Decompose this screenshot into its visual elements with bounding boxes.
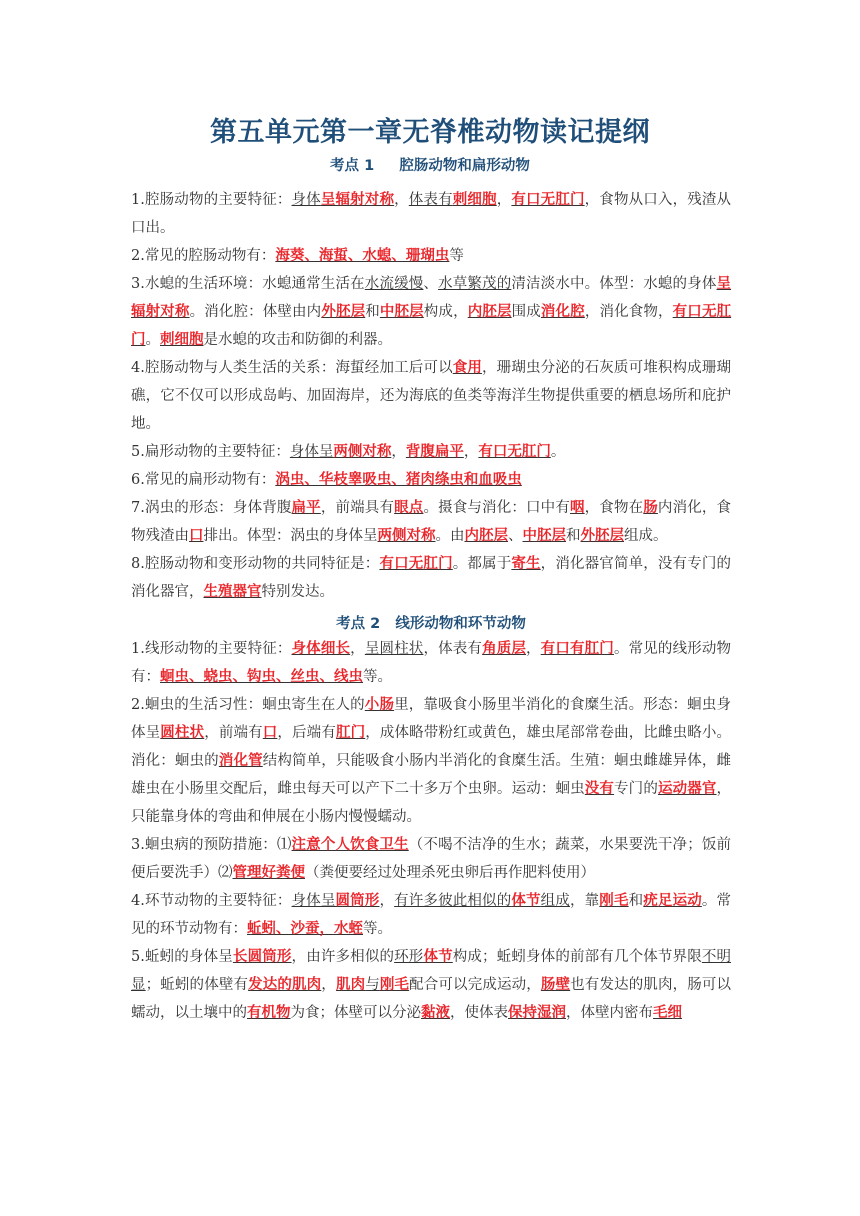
key-term: 涡虫、华枝睾吸虫、猪肉绦虫和血吸虫 (275, 471, 522, 488)
key-term: 食用 (452, 359, 483, 376)
paragraph-text: 配合可以完成运动， (409, 977, 541, 993)
key-term: 有口有肛门 (540, 640, 614, 657)
paragraph-text: ，后端有 (277, 725, 336, 741)
paragraph-text: 构成， (423, 304, 468, 320)
underlined-text: 不明显 (131, 949, 732, 993)
key-term: 圆筒形 (335, 892, 380, 909)
key-term: 肠壁 (540, 976, 571, 993)
paragraph-text: 。消化腔：体壁由内 (189, 304, 322, 320)
key-term: 呈辐射对称 (131, 275, 732, 320)
key-term: 小肠 (364, 696, 395, 713)
paragraph-text: 2.蛔虫的生活习性：蛔虫寄生在人的 (131, 697, 365, 713)
paragraph-text: 3.水螅的生活环境：水螅通常生活在 (131, 276, 365, 292)
key-term: 毛细 (653, 1004, 682, 1021)
key-term: 消化腔 (540, 303, 585, 320)
key-term: 注意个人饮食卫生 (291, 836, 409, 853)
paragraph-text: 1.腔肠动物的主要特征： (131, 192, 292, 208)
paragraph-text: 5.蚯蚓的身体呈 (131, 949, 233, 965)
paragraph-text: ；蚯蚓的体壁有 (145, 977, 249, 993)
key-term: 刺细胞 (452, 191, 497, 208)
key-term: 两侧对称 (333, 443, 392, 460)
paragraph-text: ， (379, 893, 395, 909)
underlined-text: 身体 (291, 192, 321, 208)
paragraph-text: 1.线形动物的主要特征： (131, 641, 292, 657)
paragraph-text: ， (391, 444, 406, 460)
paragraph-text: 5.扁形动物的主要特征： (131, 444, 290, 460)
paragraph-text: ， (321, 977, 336, 993)
key-term: 蛔虫、蛲虫、钩虫、丝虫、线虫 (160, 668, 363, 685)
paragraph-text: 和 (365, 304, 380, 320)
paragraph-text: 等。 (363, 921, 392, 937)
key-term: 呈辐射对称 (320, 191, 395, 208)
underlined-text: 有许多彼此相似的 (394, 893, 512, 909)
underlined-text: 组成 (540, 893, 570, 909)
key-term: 体节 (511, 892, 541, 909)
key-term: 背腹扁平 (405, 443, 464, 460)
key-term: 口 (262, 724, 278, 741)
key-term: 黏液 (421, 1004, 450, 1021)
key-term: 体节 (423, 948, 453, 965)
key-term: 海葵、海蜇、水螅、珊瑚虫 (275, 247, 450, 264)
paragraph-text: 。 (550, 444, 566, 460)
paragraph-text: （不喝不洁净的生水；蔬菜，水果要洗干净；饭前便后要洗手）⑵ (131, 837, 731, 881)
key-term: 刚毛 (379, 976, 410, 993)
key-term: 肛门 (335, 724, 366, 741)
key-term: 管理好粪便 (232, 864, 305, 881)
paragraph (131, 691, 731, 831)
key-term: 疣足运动 (643, 892, 702, 909)
key-term: 没有 (584, 780, 615, 797)
paragraph-text: 。 (145, 332, 160, 348)
underlined-text: 水流缓慢 (364, 276, 424, 292)
underlined-text: 环形 (394, 949, 424, 965)
section-heading-2: 考点 2 线形动物和环节动物 (336, 616, 526, 632)
paragraph-text: 结构简单，只能吸食小肠内半消化的食糜生活。生殖：蛔虫雌雄异体，雌雄虫在小肠里交配后，雌虫每天可以产下二十多万个虫卵。运动：蛔虫 (131, 753, 732, 797)
paragraph-text: 、 (508, 528, 523, 544)
paragraph-text: 7.涡虫的形态：身体背腹 (131, 500, 292, 516)
key-term: 内胚层 (464, 527, 508, 544)
key-term: 刺细胞 (160, 331, 204, 348)
underlined-text: 呈圆柱状 (364, 641, 424, 657)
paragraph-text: ，体壁内密布 (566, 1005, 653, 1021)
paragraph-text: ，消化食物， (584, 304, 673, 320)
section-heading-1: 考点 1 腔肠动物和扁形动物 (330, 158, 530, 174)
paragraph-text: 。常见的线形动物有： (131, 641, 732, 685)
paragraph-text: ， (350, 641, 365, 657)
paragraph-text: 等。 (363, 669, 392, 685)
underlined-text: 体表有 (408, 192, 453, 208)
paragraph-text: ， (526, 641, 541, 657)
document-body (131, 186, 731, 1027)
key-term: 有口无肛门 (511, 191, 585, 208)
paragraph (131, 831, 731, 887)
paragraph-text: ，由许多相似的 (291, 949, 395, 965)
paragraph-text: 、 (423, 276, 439, 292)
key-term: 圆柱状 (160, 724, 205, 741)
paragraph-text: 组成。 (624, 528, 668, 544)
key-term: 寄生 (511, 555, 541, 572)
key-term: 生殖器官 (203, 583, 262, 600)
paragraph (131, 494, 731, 550)
paragraph-text: 6.常见的扁形动物有： (131, 472, 276, 488)
key-term: 角质层 (482, 640, 527, 657)
underlined-text: 水草繁茂的 (438, 276, 512, 292)
paragraph (131, 887, 731, 943)
paragraph-text: 3.蛔虫病的预防措施：⑴ (131, 837, 292, 853)
key-term: 肠 (643, 499, 658, 516)
key-term: 有口无肛门 (478, 443, 551, 460)
paragraph-text: ，食物在 (584, 500, 644, 516)
key-term: 刚毛 (599, 892, 629, 909)
key-term: 保持湿润 (508, 1004, 566, 1021)
key-term: 口 (189, 527, 204, 544)
paragraph-text: （粪便要经过处理杀死虫卵后再作肥料使用） (305, 865, 595, 881)
paragraph-text: 。都属于 (452, 556, 512, 572)
paragraph (131, 186, 731, 242)
paragraph-text: ， (496, 192, 512, 208)
paragraph-text: 2.常见的腔肠动物有： (131, 248, 276, 264)
paragraph-text: 里，靠吸食小肠里半消化的食糜生活。形态：蛔虫身体呈 (131, 697, 731, 741)
paragraph (131, 466, 731, 494)
section-1-content (131, 186, 731, 606)
paragraph-text: 围成 (511, 304, 541, 320)
paragraph-text: 8.腔肠动物和变形动物的共同特征是： (131, 556, 380, 572)
paragraph-text: 。常见的环节动物有： (131, 893, 732, 937)
paragraph-text: 专门的 (614, 781, 658, 797)
key-term: 咽 (569, 499, 585, 516)
key-term: 身体细长 (291, 640, 351, 657)
section-2-content (131, 635, 731, 1027)
key-term: 有口无肛门 (379, 555, 453, 572)
paragraph (131, 354, 731, 438)
key-term: 眼点 (394, 499, 424, 516)
paragraph-text: 内消化，食物残渣由 (131, 500, 732, 544)
underlined-text: 身体呈 (291, 893, 336, 909)
page-title: 第五单元第一章无脊椎动物读记提纲 (210, 117, 650, 148)
key-term: 中胚层 (379, 303, 424, 320)
key-term: 长圆筒形 (232, 948, 292, 965)
underlined-text: 身体呈 (289, 444, 334, 460)
paragraph (131, 242, 731, 270)
key-term: 内胚层 (467, 303, 512, 320)
paragraph-text: ，使体表 (450, 1005, 508, 1021)
paragraph-text: 4.腔肠动物与人类生活的关系：海蜇经加工后可以 (131, 360, 453, 376)
paragraph-text: ，只能靠身体的弯曲和伸展在小肠内慢慢蠕动。 (131, 781, 732, 825)
paragraph-text: 也有发达的肌肉，肠可以蠕动，以土壤中的 (131, 977, 732, 1021)
paragraph-text: ，食物从口入，残渣从口出。 (131, 192, 732, 236)
paragraph-text: 4.环节动物的主要特征： (131, 893, 292, 909)
paragraph (131, 438, 731, 466)
paragraph-text: 和 (566, 528, 581, 544)
paragraph-text: 排出。体型：涡虫的身体呈 (203, 528, 378, 544)
key-term: 蚯蚓、沙蚕，水蛭 (247, 920, 363, 937)
key-term: 肌肉 (335, 976, 366, 993)
paragraph-text: 是水螅的攻击和防御的利器。 (203, 332, 392, 348)
key-term: 有机物 (247, 1004, 291, 1021)
paragraph-text: ，消化器官简单，没有专门的消化器官， (131, 556, 732, 600)
paragraph (131, 943, 731, 1027)
paragraph-text: 清洁淡水中。体型：水螅的身体 (511, 276, 717, 292)
key-term: 外胚层 (321, 303, 366, 320)
key-term: 有口无肛门 (131, 303, 732, 348)
key-term: 发达的肌肉 (248, 976, 322, 993)
paragraph-text: 。摄食与消化：口中有 (423, 500, 570, 516)
paragraph-text: 特别发达。 (261, 584, 334, 600)
paragraph-text: ，靠 (569, 893, 600, 909)
paragraph-text: 等 (449, 248, 464, 264)
key-term: 扁平 (291, 499, 321, 516)
paragraph-text: ，体表有 (423, 641, 483, 657)
key-term: 消化管 (218, 752, 263, 769)
key-term: 中胚层 (522, 527, 566, 544)
paragraph-text: ，前端有 (204, 725, 263, 741)
paragraph-text: 和 (628, 893, 644, 909)
paragraph-text: 为食；体壁可以分泌 (290, 1005, 421, 1021)
paragraph-text: 构成；蚯蚓身体的前部有几个体节界限 (452, 949, 702, 965)
key-term: 运动器官 (657, 780, 717, 797)
key-term: 外胚层 (580, 527, 624, 544)
paragraph-text: ，前端具有 (320, 500, 395, 516)
paragraph-text: ， (463, 444, 479, 460)
underlined-text: 与 (365, 977, 380, 993)
paragraph-text: ，成体略带粉红或黄色，雄虫尾部常卷曲，比雌虫略小。消化：蛔虫的 (131, 725, 732, 769)
key-term: 两侧对称 (377, 527, 436, 544)
paragraph-text: 。由 (435, 528, 465, 544)
paragraph-text: ， (394, 192, 409, 208)
paragraph-text: ，珊瑚虫分泌的石灰质可堆积构成珊瑚礁，它不仅可以形成岛屿、加固海岸，还为海底的鱼类等海洋生物提供重要的栖息场所和庇护地。 (131, 360, 731, 432)
paragraph (131, 635, 731, 691)
paragraph (131, 550, 731, 606)
paragraph (131, 270, 731, 354)
